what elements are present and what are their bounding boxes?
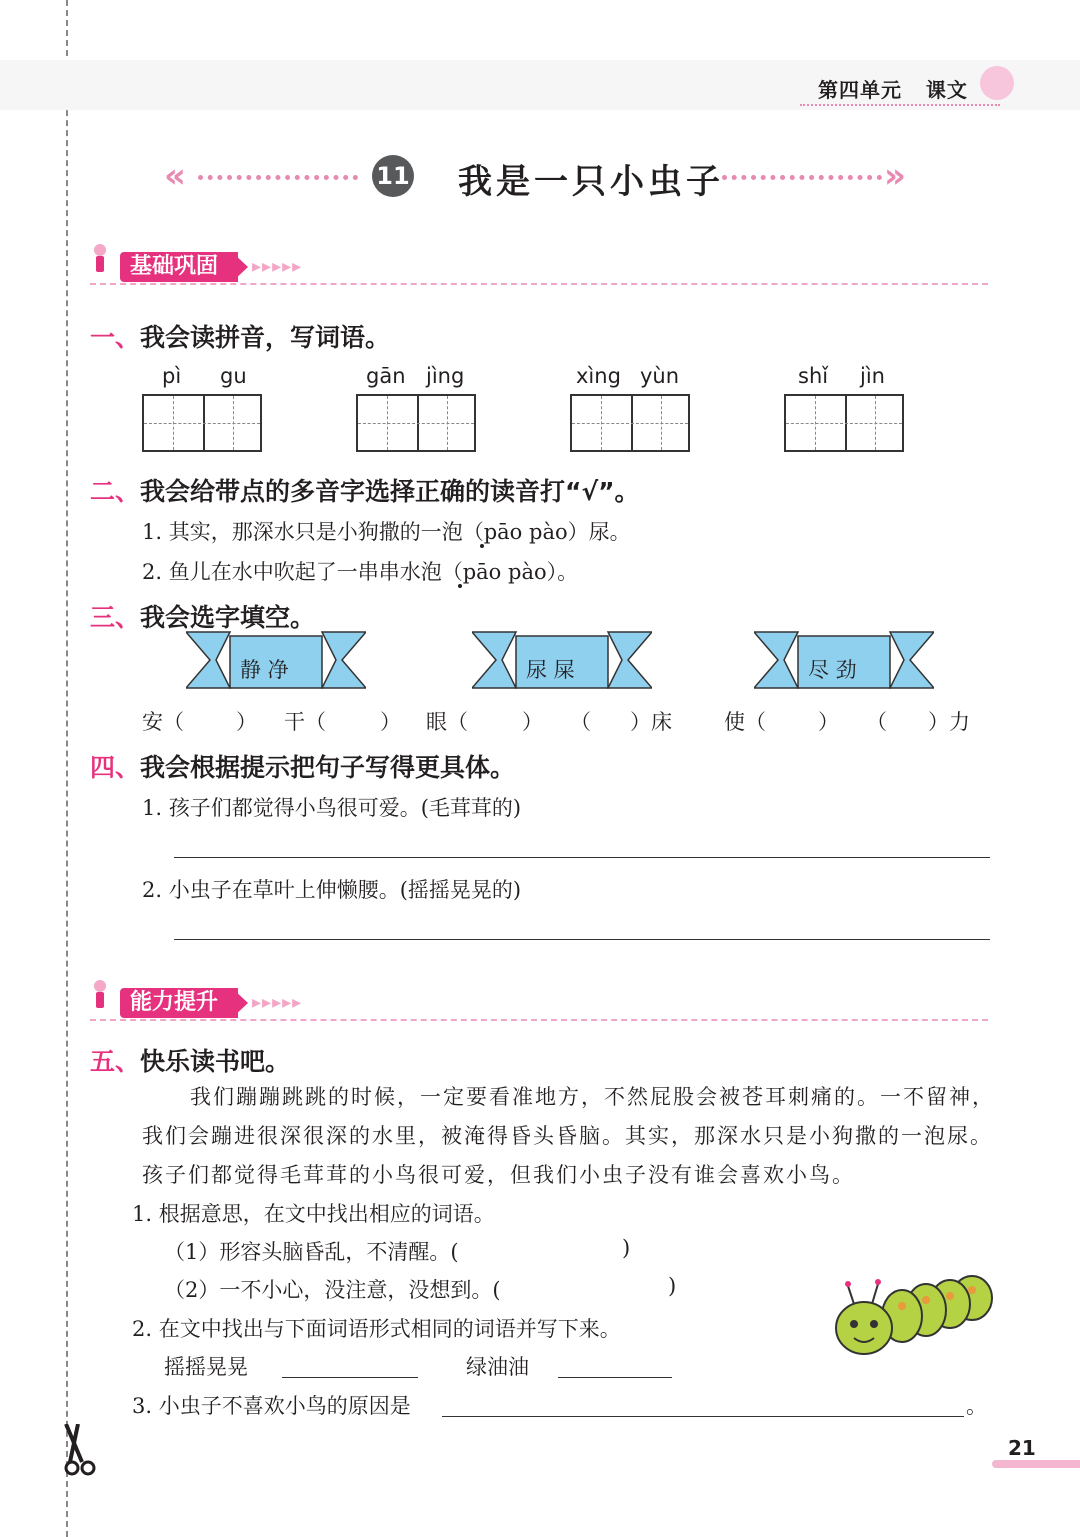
fill-blank-close: ） xyxy=(818,710,839,734)
dotted-char: 泡 xyxy=(420,560,442,584)
header-underline xyxy=(800,104,1000,106)
passage-line-2: 我们会蹦进很深很深的水里，被淹得昏头昏脑。其实，那深水只是小狗撒的一泡尿。 xyxy=(142,1124,993,1148)
cut-line xyxy=(66,0,68,1537)
girl-icon xyxy=(92,244,108,274)
pinyin-3a: xìng xyxy=(576,364,621,388)
answer-line[interactable] xyxy=(174,857,990,858)
pinyin-3b: yùn xyxy=(640,364,680,388)
sentence-end: 。 xyxy=(966,1394,987,1418)
q5-sub-3: 3. 小虫子不喜欢小鸟的原因是 xyxy=(132,1394,411,1418)
title-dots-right xyxy=(722,175,882,180)
title-dots-left xyxy=(198,175,358,180)
pinyin-2a: gān xyxy=(366,364,406,388)
fill-blank-close: ）力 xyxy=(928,710,970,734)
answer-line[interactable] xyxy=(174,939,990,940)
tag-dots: ▸▸▸▸▸ xyxy=(252,256,303,277)
fill-blank[interactable]: （ xyxy=(866,710,887,734)
question-5-title: 五、快乐读书吧。 xyxy=(90,1047,291,1076)
fill-blank[interactable]: （ xyxy=(570,710,591,734)
section-divider xyxy=(90,1019,988,1021)
question-3-title: 三、我会选字填空。 xyxy=(90,603,316,632)
pinyin-1a: pì xyxy=(162,364,182,388)
paren-close: ) xyxy=(668,1274,677,1298)
fill-blank[interactable]: 干（ xyxy=(284,710,326,734)
passage-line-3: 孩子们都觉得毛茸茸的小鸟很可爱，但我们小虫子没有谁会喜欢小鸟。 xyxy=(142,1163,855,1187)
fill-blank[interactable]: 使（ xyxy=(724,710,766,734)
page-number-bar xyxy=(992,1460,1080,1468)
ribbon-text: 尽 劲 xyxy=(808,658,857,682)
q5-sub-1b[interactable]: （2）一不小心，没注意，没想到。( xyxy=(164,1278,501,1302)
ribbon-text: 尿 屎 xyxy=(526,658,575,682)
writing-grid[interactable] xyxy=(142,394,262,452)
q2-item-1: 1. 其实，那深水只是小狗撒的一泡（pāo pào）尿。 xyxy=(142,520,631,544)
fill-blank-close: ） xyxy=(380,710,401,734)
paren-close: ) xyxy=(622,1236,631,1260)
q5-sub-1a[interactable]: （1）形容头脑昏乱，不清醒。( xyxy=(164,1240,459,1264)
lesson-title: 我是一只小虫子 xyxy=(458,162,724,202)
tag-arrow-icon xyxy=(232,252,248,282)
fill-blank-close: ） xyxy=(522,710,543,734)
fill-blank[interactable]: 眼（ xyxy=(426,710,468,734)
lesson-number: 11 xyxy=(372,155,414,197)
fill-blank[interactable]: 安（ xyxy=(142,710,184,734)
emphasis-dot xyxy=(480,544,484,548)
girl-icon xyxy=(92,980,108,1010)
q4-item-1: 1. 孩子们都觉得小鸟很可爱。(毛茸茸的) xyxy=(142,796,522,820)
pinyin-4a: shǐ xyxy=(798,364,829,388)
page-number: 21 xyxy=(1008,1436,1036,1460)
writing-grid[interactable] xyxy=(784,394,904,452)
question-4-title: 四、我会根据提示把句子写得更具体。 xyxy=(90,753,516,782)
tag-arrow-icon xyxy=(232,988,248,1018)
q4-item-2: 2. 小虫子在草叶上伸懒腰。(摇摇晃晃的) xyxy=(142,878,522,902)
section-tag-basic: 基础巩固 xyxy=(120,252,238,282)
answer-line[interactable] xyxy=(558,1377,672,1378)
question-2-title: 二、我会给带点的多音字选择正确的读音打“√”。 xyxy=(90,477,640,506)
word-example-1: 摇摇晃晃 xyxy=(164,1355,248,1379)
ribbon-text: 静 净 xyxy=(240,658,289,682)
answer-line[interactable] xyxy=(282,1377,418,1378)
dotted-char: 泡 xyxy=(441,520,463,544)
pinyin-2b: jìng xyxy=(426,364,465,388)
unit-header: 第四单元 课文 xyxy=(818,78,968,102)
fill-blank-close: ）床 xyxy=(630,710,672,734)
word-example-2: 绿油油 xyxy=(466,1355,529,1379)
writing-grid[interactable] xyxy=(356,394,476,452)
q5-sub-2: 2. 在文中找出与下面词语形式相同的词语并写下来。 xyxy=(132,1317,621,1341)
q5-sub-1: 1. 根据意思，在文中找出相应的词语。 xyxy=(132,1202,495,1226)
chevron-left-icon: « xyxy=(164,156,186,196)
chevron-right-icon: » xyxy=(884,156,906,196)
q2-item-2: 2. 鱼儿在水中吹起了一串串水泡（pāo pào）。 xyxy=(142,560,579,584)
section-tag-advanced: 能力提升 xyxy=(120,988,238,1018)
flower-icon xyxy=(980,66,1014,100)
scissors-icon xyxy=(60,1424,100,1480)
passage-line-1: 我们蹦蹦跳跳的时候，一定要看准地方，不然屁股会被苍耳刺痛的。一不留神， xyxy=(190,1085,995,1109)
answer-line[interactable] xyxy=(442,1416,964,1417)
section-divider xyxy=(90,283,988,285)
question-1-title: 一、我会读拼音，写词语。 xyxy=(90,323,391,352)
caterpillar-icon xyxy=(834,1270,994,1360)
tag-dots: ▸▸▸▸▸ xyxy=(252,992,303,1013)
writing-grid[interactable] xyxy=(570,394,690,452)
pinyin-4b: jìn xyxy=(860,364,885,388)
pinyin-1b: gu xyxy=(220,364,247,388)
fill-blank-close: ） xyxy=(236,710,257,734)
emphasis-dot xyxy=(458,584,462,588)
